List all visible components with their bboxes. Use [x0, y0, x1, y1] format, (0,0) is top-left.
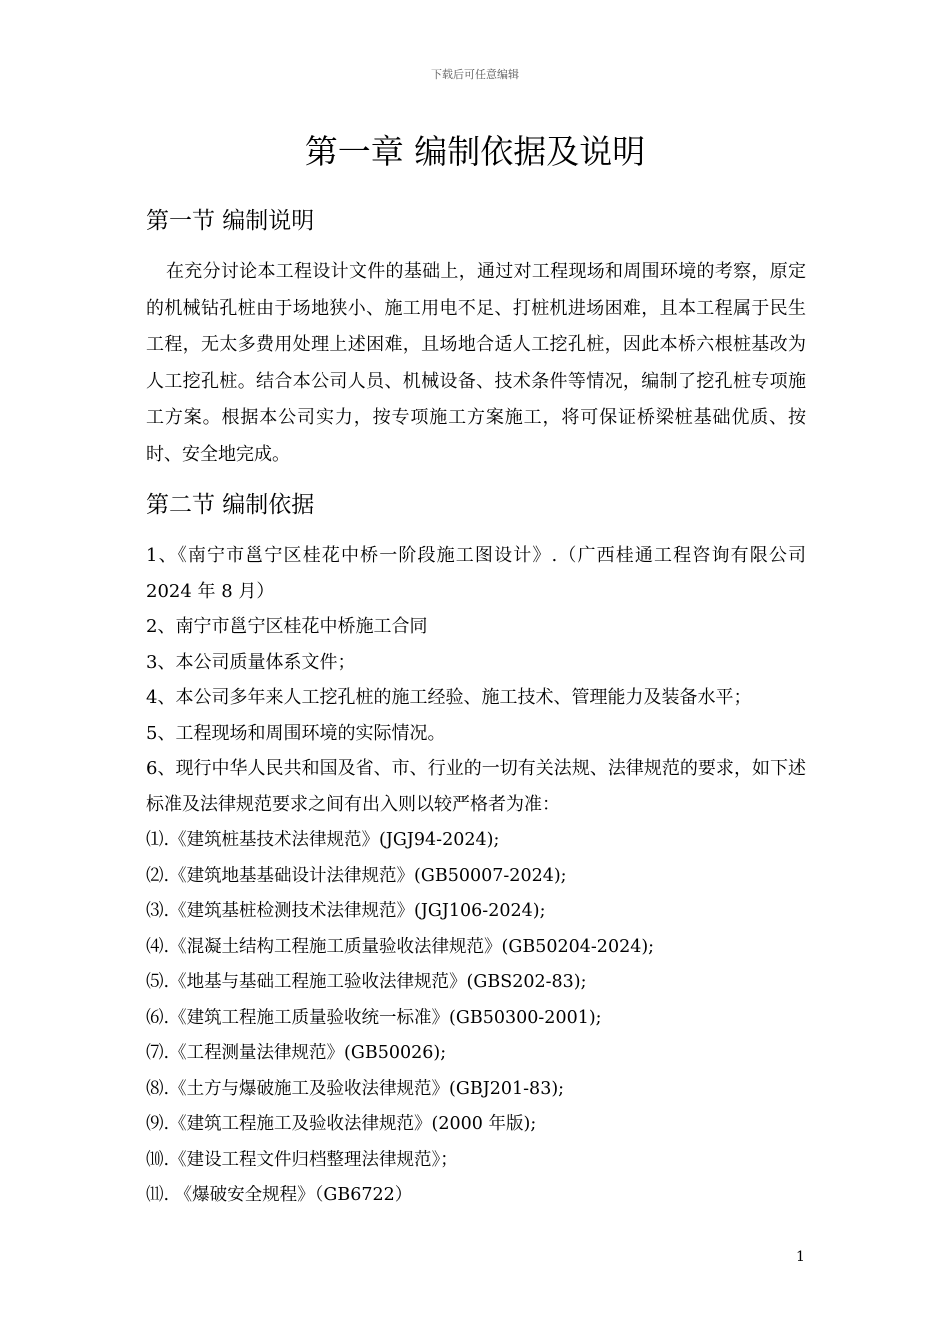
- standard-item: ⑺.《工程测量法律规范》(GB50026);: [146, 1043, 447, 1063]
- chapter-title: 第一章 编制依据及说明: [304, 132, 646, 171]
- standard-item: ⑻.《土方与爆破施工及验收法律规范》(GBJ201-83);: [146, 1078, 565, 1099]
- page-header: 下载后可任意编辑: [431, 68, 519, 81]
- standard-item: ⑸.《地基与基础工程施工验收法律规范》(GBS202-83);: [146, 972, 587, 992]
- standard-item: ⑼.《建筑工程施工及验收法律规范》(2000 年版);: [146, 1114, 537, 1134]
- section1-paragraph: 在充分讨论本工程设计文件的基础上，通过对工程现场和周围环境的考察，原定的机械钻孔桩由于场地狭小、施工用电不足、打桩机进场困难，且本工程属于民生工程，无太多费用处理上述困难，且场地合适人工挖孔桩，因此本桥六根桩基改为人工挖孔桩。结合本公司人员、机械设备、技术条件等情况，编制了挖孔桩专项施工方案。根据本公司实力，按专项施工方案施工，将可保证桥梁桩基础优质、按时、安全地完成。: [146, 261, 806, 465]
- basis-item: 4、本公司多年来人工挖孔桩的施工经验、施工技术、管理能力及装备水平；: [146, 687, 752, 708]
- basis-list: [146, 538, 806, 822]
- page-number: 1: [796, 1249, 805, 1265]
- standard-item: ⑽.《建设工程文件归档整理法律规范》；: [146, 1149, 458, 1170]
- standard-item: ⑶.《建筑基桩检测技术法律规范》(JGJ106-2024);: [146, 901, 546, 921]
- standard-item: ⑷.《混凝土结构工程施工质量验收法律规范》(GB50204-2024);: [146, 936, 655, 957]
- basis-item: 3、本公司质量体系文件；: [146, 651, 356, 673]
- standard-item: ⑾. 《爆破安全规程》（GB6722）: [146, 1185, 413, 1205]
- section2-heading: 第二节 编制依据: [146, 492, 315, 518]
- basis-item: 2、南宁市邕宁区桂花中桥施工合同: [146, 616, 428, 637]
- basis-item: 6、现行中华人民共和国及省、市、行业的一切有关法规、法律规范的要求，如下述标准及法律规范要求之间有出入则以较严格者为准：: [146, 758, 806, 815]
- basis-item: 5、工程现场和周围环境的实际情况。: [146, 722, 446, 744]
- standard-item: ⑴.《建筑桩基技术法律规范》(JGJ94-2024);: [146, 830, 500, 850]
- section1-heading: 第一节 编制说明: [146, 208, 315, 234]
- standards-list: [146, 823, 806, 1214]
- standard-item: ⑵.《建筑地基基础设计法律规范》(GB50007-2024);: [146, 865, 567, 886]
- standard-item: ⑹.《建筑工程施工质量验收统一标准》(GB50300-2001);: [146, 1007, 602, 1028]
- basis-item: 1、《南宁市邕宁区桂花中桥一阶段施工图设计》.（广西桂通工程咨询有限公司 2024 年 8 月）: [146, 545, 806, 602]
